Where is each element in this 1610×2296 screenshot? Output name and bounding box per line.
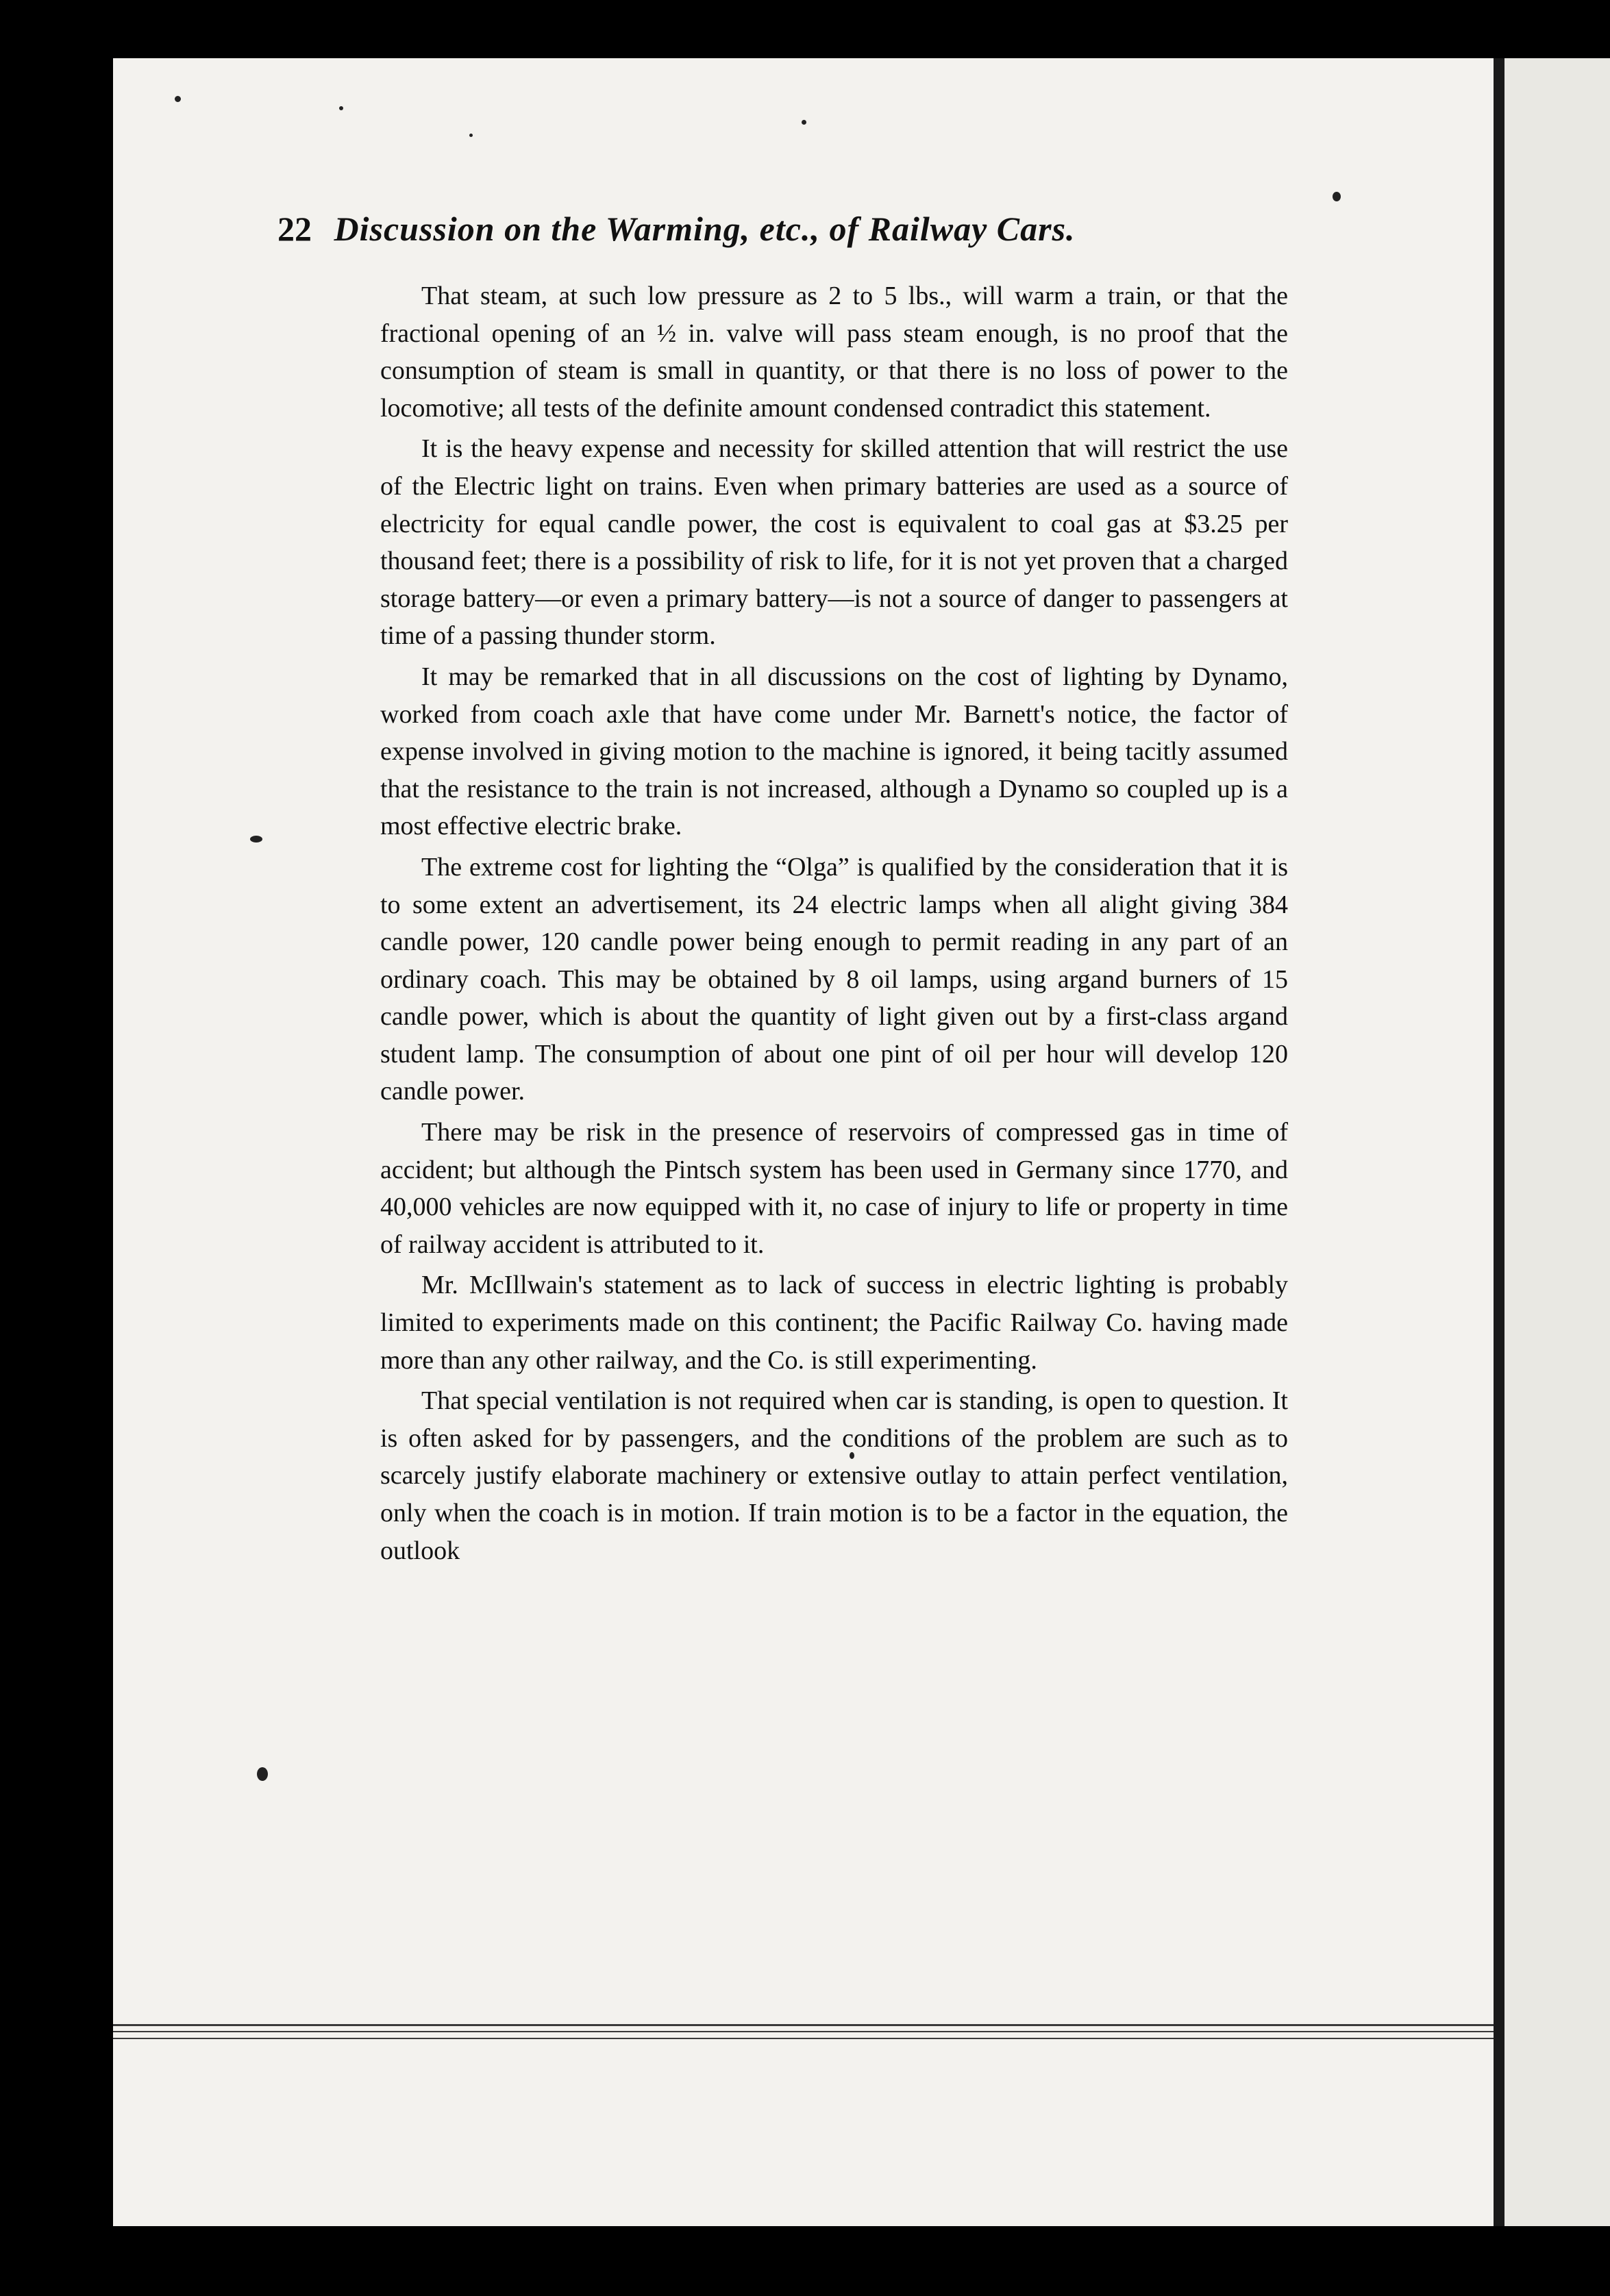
bottom-rule xyxy=(113,2024,1494,2026)
ink-speck xyxy=(802,120,806,125)
ink-speck xyxy=(469,134,473,137)
adjacent-page-edge xyxy=(1504,58,1610,2226)
paragraph: There may be risk in the presence of reservoirs of compressed gas in time of accident; but although the Pintsch system has been used in Germany since 1770, and 40,000 vehicles are now equipped with it, no case of injury to life or property in time of railway accident is attributed to it. xyxy=(380,1118,1288,1259)
ink-speck xyxy=(250,836,262,843)
paragraph: Mr. McIllwain's statement as to lack of success in electric lighting is probably limited to experiments made on this continent; the Pacific Railway Co. having made more than any other railway, and the Co. is still experimenting. xyxy=(380,1271,1288,1375)
paragraph: It is the heavy expense and necessity for skilled attention that will restrict the use of the Electric light on trains. Even when primary batteries are used as a source of electricity for equal candle power, the cost is equivalent to coal gas at $3.25 per thousand feet; there is a possibility of risk to life, for it is not yet proven that a charged storage battery—or even a primary battery—is not a source of danger to passengers at time of a passing thunder storm. xyxy=(380,434,1288,651)
page-number: 22 xyxy=(277,210,312,248)
paragraph: That special ventilation is not required when car is standing, is open to question. It is often asked for by passengers, and the conditions of the problem are such as to scarcely justify elaborate machinery or extensive outlay to attain perfect ventilation, only when the coach is in motion. If train motion is to be a factor in the equation, the outlook xyxy=(380,1386,1288,1565)
body-text xyxy=(380,277,1288,1569)
ink-speck xyxy=(175,96,181,102)
ink-speck xyxy=(1333,192,1341,201)
bottom-rule xyxy=(113,2038,1494,2039)
paragraph: The extreme cost for lighting the “Olga” is qualified by the consideration that it is to some extent an advertisement, its 24 electric lamps when all alight giving 384 candle power, 120 candle power being enough to permit reading in any part of an ordinary coach. This may be obtained by 8 oil lamps, using argand burners of 15 candle power, which is about the quantity of light given out by a first-class argand student lamp. The consumption of about one pint of oil per hour will develop 120 candle power. xyxy=(380,852,1288,1106)
binding-gutter xyxy=(1494,58,1504,2226)
page-header xyxy=(277,209,1305,264)
paragraph: That steam, at such low pressure as 2 to 5 lbs., will warm a train, or that the fractional opening of an ½ in. valve will pass steam enough, is no proof that the consumption of steam is small in quantity, or that there is no loss of power to the locomotive; all tests of the definite amount condensed contradict this statement. xyxy=(380,282,1288,423)
bottom-rule xyxy=(113,2031,1494,2032)
ink-speck xyxy=(257,1767,268,1781)
paragraph: It may be remarked that in all discussions on the cost of lighting by Dynamo, worked from coach axle that have come under Mr. Barnett's notice, the factor of expense involved in giving motion to the machine is ignored, it being tacitly assumed that the resistance to the train is not increased, although a Dynamo so coupled up is a most effective electric brake. xyxy=(380,662,1288,841)
ink-speck xyxy=(339,106,343,110)
running-title: Discussion on the Warming, etc., of Railway Cars. xyxy=(334,210,1076,248)
